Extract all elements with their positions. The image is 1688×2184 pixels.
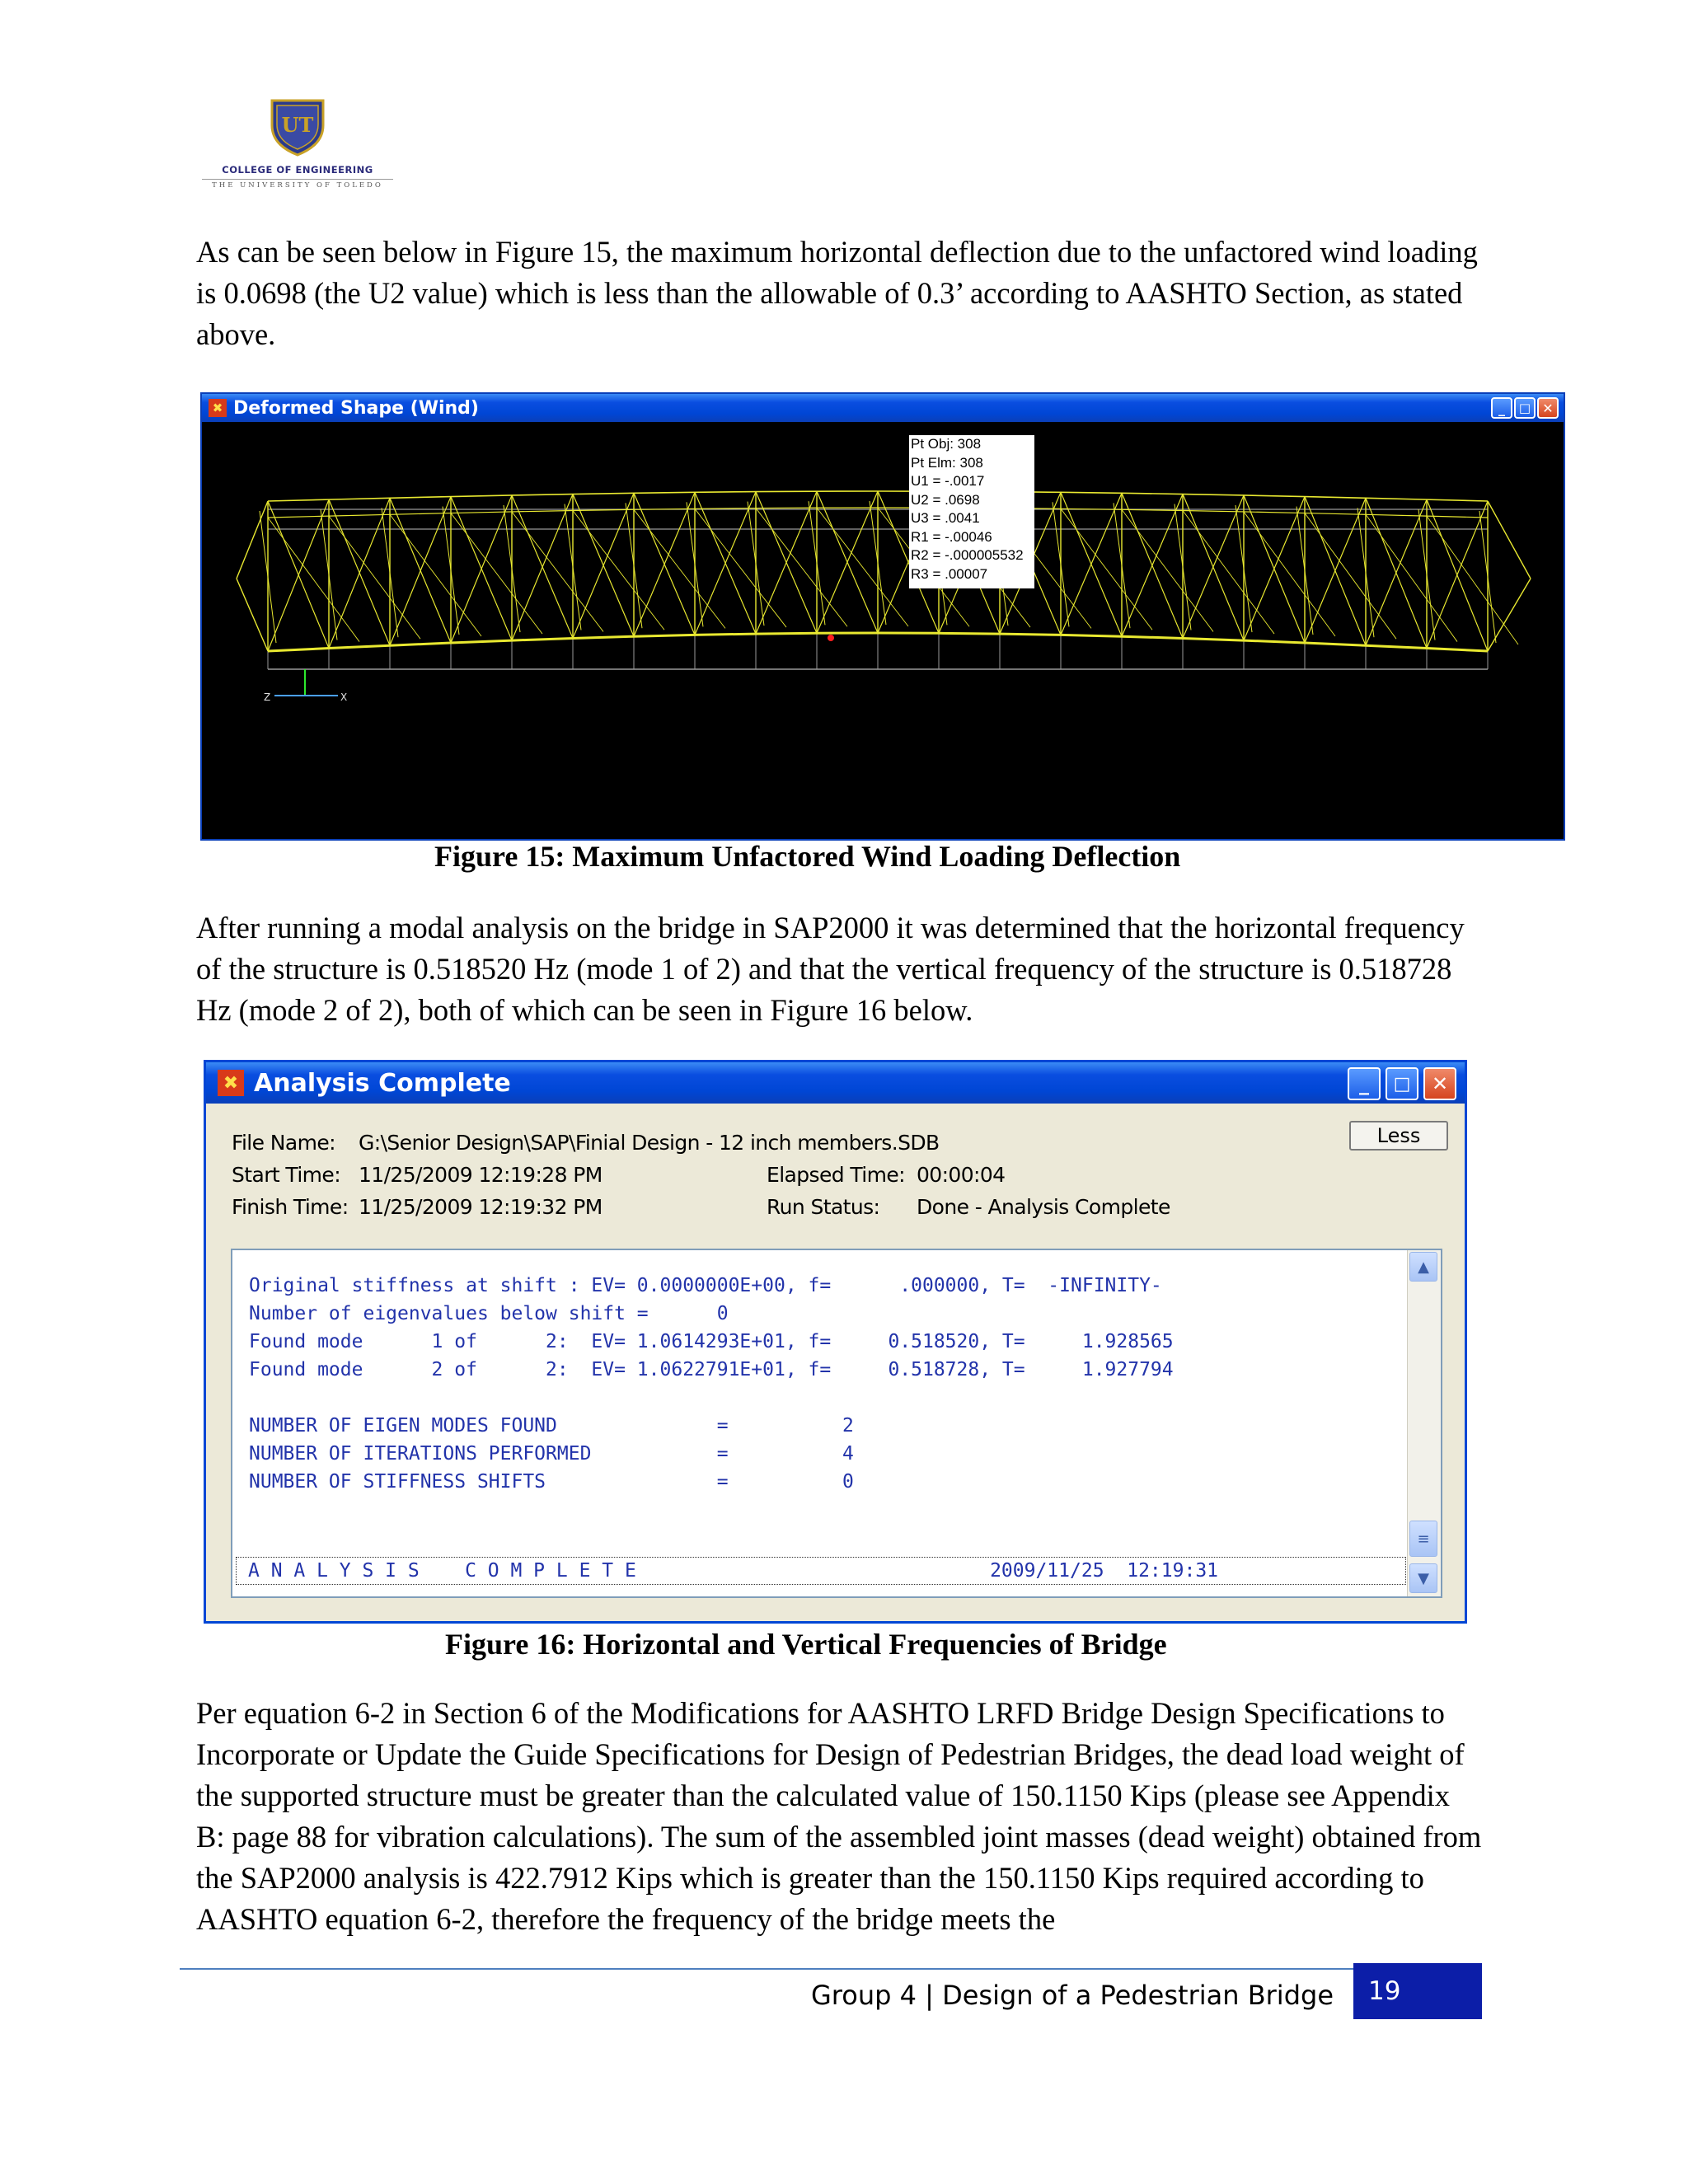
bottom-chord xyxy=(451,640,512,643)
paragraph-3: Per equation 6-2 in Section 6 of the Modifications for AASHTO LRFD Bridge Design Specifications to Incorporate or Update the Guide Specifications for Design of Pedestrian Bridges, the dead load weight of the supported structure must be greater than the calculated value of 150.1150 Kips (please see Appendix B: page 88 for vibration calculations). The sum of the assembled joint masses (dead weight) obtained from the SAP2000 analysis is 422.7912 Kips which is greater than the 150.1150 Kips required according to AASHTO equation 6-2, therefore the frequency of the bridge meets the xyxy=(196,1696,1482,1936)
bottom-chord xyxy=(1305,643,1366,645)
console-scrollbar[interactable] xyxy=(1407,1250,1441,1596)
logo-college-text: COLLEGE OF ENGINEERING xyxy=(222,164,373,176)
tooltip-line: U1 = -.0017 xyxy=(911,473,985,489)
log-line: NUMBER OF ITERATIONS PERFORMED = 4 xyxy=(249,1443,854,1465)
university-logo xyxy=(202,97,393,193)
top-chord-rear xyxy=(451,512,512,513)
bottom-chord xyxy=(1122,636,1183,638)
top-chord xyxy=(512,494,573,495)
minimize-button[interactable]: _ xyxy=(1491,397,1512,419)
top-chord-rear xyxy=(268,516,329,518)
top-chord xyxy=(1427,499,1488,501)
figure-15-caption: Figure 15: Maximum Unfactored Wind Loading Deflection xyxy=(434,840,1181,873)
axis-z-label: Z xyxy=(264,691,271,703)
less-button[interactable]: Less xyxy=(1349,1121,1448,1151)
finish-time-value: 11/25/2009 12:19:32 PM xyxy=(359,1195,603,1219)
bottom-chord xyxy=(573,636,634,638)
scroll-down-button[interactable]: ▼ xyxy=(1409,1563,1437,1593)
footer-title: Group 4 | Design of a Pedestrian Bridge xyxy=(810,1980,1334,2011)
top-chord xyxy=(451,495,512,497)
joint-info-tooltip xyxy=(909,435,1034,588)
log-line: Found mode 2 of 2: EV= 1.0622791E+01, f= 0.518728, T= 1.927794 xyxy=(249,1359,1174,1380)
top-chord-rear xyxy=(1305,513,1366,515)
axis-x-label: X xyxy=(340,691,348,703)
top-chord xyxy=(1122,493,1183,494)
tooltip-line: U2 = .0698 xyxy=(911,491,980,508)
end-taper xyxy=(1488,579,1531,651)
top-chord-rear xyxy=(1427,516,1488,518)
window-title: Deformed Shape (Wind) xyxy=(233,397,479,419)
run-status-label: Run Status: xyxy=(767,1195,880,1219)
bracing-member xyxy=(1427,516,1518,644)
top-chord-rear xyxy=(1244,512,1305,513)
deformed-shape-window[interactable] xyxy=(200,392,1565,841)
logo-university-text: THE UNIVERSITY OF TOLEDO xyxy=(202,179,393,190)
bracing-member xyxy=(1122,509,1213,631)
bottom-chord xyxy=(1427,649,1488,651)
maximize-button[interactable]: □ xyxy=(1514,397,1536,419)
deformed-shape-titlebar[interactable] xyxy=(202,394,1564,422)
sap-app-icon: ✖ xyxy=(218,1070,244,1096)
top-chord-rear xyxy=(512,511,573,512)
top-chord xyxy=(390,497,451,499)
top-chord xyxy=(1305,497,1366,499)
footer-rule xyxy=(180,1968,1482,1970)
top-chord xyxy=(695,492,756,493)
close-button[interactable]: ✕ xyxy=(1423,1067,1456,1100)
bottom-chord xyxy=(268,649,329,651)
end-taper xyxy=(1488,501,1531,579)
bottom-chord xyxy=(1366,645,1427,648)
maximize-button[interactable]: □ xyxy=(1386,1067,1418,1100)
paragraph-2: After running a modal analysis on the bridge in SAP2000 it was determined that the horizontal frequency of the structure is 0.518520 Hz (mode 1 of 2) and that the vertical frequency of the structure is 0.518728 Hz (mode 2 of 2), both of which can be seen in Figure 16 below. xyxy=(196,911,1465,1027)
minimize-button[interactable]: _ xyxy=(1348,1067,1381,1100)
paragraph-1: As can be seen below in Figure 15, the maximum horizontal deflection due to the unfactored wind loading is 0.0698 (the U2 value) which is less than the allowable of 0.3’ according to AASHTO Section, as stated above. xyxy=(196,235,1478,351)
top-chord xyxy=(1244,495,1305,497)
bottom-chord xyxy=(1183,638,1244,640)
file-name-value: G:\Senior Design\SAP\Finial Design - 12 inch members.SDB xyxy=(359,1131,940,1155)
top-chord-rear xyxy=(390,513,451,515)
end-taper xyxy=(237,579,268,651)
close-button[interactable]: ✕ xyxy=(1537,397,1559,419)
file-name-label: File Name: xyxy=(232,1131,335,1155)
top-chord xyxy=(329,498,390,499)
log-line: Number of eigenvalues below shift = 0 xyxy=(249,1303,729,1324)
bracing-member xyxy=(1305,513,1396,640)
bottom-chord xyxy=(695,634,756,635)
top-chord xyxy=(1061,492,1122,493)
analysis-complete-window[interactable] xyxy=(204,1060,1467,1624)
window-title: Analysis Complete xyxy=(254,1068,511,1098)
log-line: NUMBER OF STIFFNESS SHIFTS = 0 xyxy=(249,1471,854,1493)
analysis-status-line[interactable]: A N A L Y S I S C O M P L E T E 2009/11/25 12:19:31 xyxy=(236,1557,1406,1585)
analysis-titlebar[interactable] xyxy=(206,1062,1465,1104)
elapsed-time-label: Elapsed Time: xyxy=(767,1163,905,1187)
bottom-chord xyxy=(634,635,695,636)
sap-app-icon: ✖ xyxy=(209,399,227,417)
selected-joint-marker[interactable] xyxy=(828,635,834,641)
bracing-member xyxy=(1244,512,1335,636)
bottom-chord xyxy=(939,633,1000,634)
tooltip-line: R1 = -.00046 xyxy=(911,528,992,545)
bottom-chord xyxy=(1244,640,1305,643)
top-chord xyxy=(1183,494,1244,495)
bottom-chord xyxy=(1061,635,1122,636)
start-time-value: 11/25/2009 12:19:28 PM xyxy=(359,1163,603,1187)
log-line: Original stiffness at shift : EV= 0.0000000E+00, f= .000000, T= -INFINITY- xyxy=(249,1275,1162,1296)
shield-icon xyxy=(269,97,326,157)
figure-16-caption: Figure 16: Horizontal and Vertical Frequencies of Bridge xyxy=(445,1628,1167,1661)
tooltip-line: R3 = .00007 xyxy=(911,565,988,582)
top-chord xyxy=(634,492,695,493)
tooltip-line: U3 = .0041 xyxy=(911,510,980,526)
tooltip-line: R2 = -.000005532 xyxy=(911,547,1024,563)
scroll-thumb[interactable]: ≡ xyxy=(1409,1521,1437,1557)
start-time-label: Start Time: xyxy=(232,1163,341,1187)
top-chord xyxy=(573,493,634,494)
bottom-chord xyxy=(512,638,573,640)
bottom-chord xyxy=(1000,634,1061,635)
top-chord xyxy=(268,499,329,501)
log-line: NUMBER OF EIGEN MODES FOUND = 2 xyxy=(249,1415,854,1436)
top-chord xyxy=(1366,498,1427,499)
bracing-member xyxy=(1366,514,1457,641)
tooltip-line: Pt Elm: 308 xyxy=(911,454,983,471)
bracing-member xyxy=(1061,509,1152,630)
tooltip-line: Pt Obj: 308 xyxy=(911,436,982,452)
scroll-up-button[interactable]: ▲ xyxy=(1409,1252,1437,1282)
page-number: 19 xyxy=(1353,1963,1482,2019)
bottom-chord xyxy=(756,633,817,634)
analysis-log-console[interactable] xyxy=(231,1249,1442,1598)
log-line: Found mode 1 of 2: EV= 1.0614293E+01, f= 0.518520, T= 1.928565 xyxy=(249,1331,1174,1352)
finish-time-label: Finish Time: xyxy=(232,1195,349,1219)
bottom-chord xyxy=(329,645,390,648)
bridge-model-view[interactable] xyxy=(202,422,1564,839)
svg-text:UT: UT xyxy=(281,113,314,137)
run-status-value: Done - Analysis Complete xyxy=(917,1195,1170,1219)
top-chord-rear xyxy=(1183,511,1244,512)
elapsed-time-value: 00:00:04 xyxy=(917,1163,1006,1187)
bottom-chord xyxy=(390,643,451,645)
top-chord-rear xyxy=(1366,514,1427,516)
top-chord-rear xyxy=(329,514,390,516)
